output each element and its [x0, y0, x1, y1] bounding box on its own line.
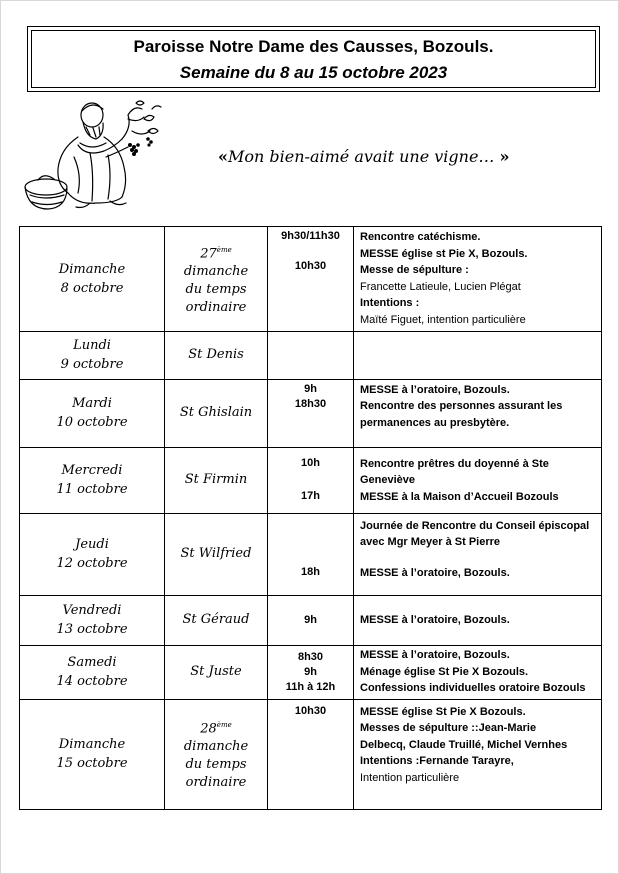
- saint-cell: [165, 379, 268, 447]
- events-cell: [354, 447, 602, 513]
- event-line: Rencontre des personnes assurant les: [360, 400, 563, 413]
- time-entry: 9h: [304, 613, 317, 626]
- saint-line: du temps: [185, 757, 247, 773]
- table-row: [20, 645, 602, 699]
- event-line: avec Mgr Meyer à St Pierre: [360, 536, 501, 549]
- time-entry: 11h à 12h: [285, 680, 336, 693]
- event-line: MESSE à l’oratoire, Bozouls.: [360, 649, 510, 662]
- times-cell: [268, 699, 354, 809]
- time-entry: 8h30: [297, 650, 324, 663]
- day-date: 14 octobre: [56, 674, 128, 690]
- header-box: [27, 26, 600, 92]
- day-name: Dimanche: [58, 737, 126, 753]
- quote-close-mark: »: [499, 147, 510, 166]
- times-cell: [268, 447, 354, 513]
- event-line: Geneviève: [360, 474, 416, 487]
- day-date: 8 octobre: [60, 280, 124, 296]
- quote-open-mark: «: [218, 147, 228, 166]
- event-line: Journée de Rencontre du Conseil épiscopal: [360, 519, 590, 532]
- day-date: 9 octobre: [60, 357, 124, 373]
- time-entry: 9h30/11h30: [281, 230, 340, 242]
- times-cell: [268, 513, 354, 595]
- day-cell: [20, 227, 165, 332]
- saint-name: St Ghislain: [179, 405, 253, 421]
- day-cell: [20, 699, 165, 809]
- day-cell: [20, 447, 165, 513]
- quote-text: Mon bien-aimé avait une vigne…: [228, 147, 495, 166]
- events-cell: [354, 331, 602, 379]
- times-cell: [268, 379, 354, 447]
- time-entry: 10h30: [294, 260, 327, 272]
- events-cell: [354, 699, 602, 809]
- saint-name: St Firmin: [184, 472, 248, 488]
- day-name: Mardi: [72, 396, 112, 412]
- day-cell: [20, 379, 165, 447]
- time-entry: 9h: [304, 382, 317, 395]
- day-cell: [20, 645, 165, 699]
- saint-line: dimanche: [183, 263, 249, 279]
- event-line: Delbecq, Claude Truillé, Michel Vernhes: [360, 738, 568, 751]
- events-cell: [354, 379, 602, 447]
- day-cell: [20, 513, 165, 595]
- time-entry: 18h: [301, 565, 320, 578]
- saint-name: St Wilfried: [180, 546, 252, 562]
- event-line: Francette Latieule, Lucien Plégat: [360, 280, 521, 293]
- table-row: [20, 379, 602, 447]
- times-cell: [268, 331, 354, 379]
- events-cell: [354, 513, 602, 595]
- event-line: MESSE église st Pie X, Bozouls.: [360, 247, 528, 260]
- day-name: Jeudi: [75, 537, 109, 553]
- time-entry: 17h: [301, 489, 320, 502]
- day-name: Vendredi: [62, 603, 122, 619]
- times-cell: [268, 595, 354, 645]
- day-name: Samedi: [67, 655, 117, 671]
- time-entry: 10h: [301, 456, 320, 469]
- event-line: Rencontre catéchisme.: [360, 231, 481, 243]
- day-date: 11 octobre: [56, 482, 128, 498]
- sunday-number: 27ème: [200, 245, 232, 261]
- event-line: Messe de sépulture :: [360, 264, 469, 277]
- saint-cell: [165, 447, 268, 513]
- time-entry: 18h30: [294, 397, 327, 410]
- events-cell: [354, 645, 602, 699]
- saint-name: St Denis: [188, 347, 244, 363]
- time-entry: 9h: [304, 665, 317, 678]
- saint-cell: [165, 331, 268, 379]
- day-name: Mercredi: [61, 463, 123, 479]
- event-line: MESSE église St Pie X Bozouls.: [360, 705, 526, 718]
- event-line: Intentions :: [360, 297, 420, 310]
- table-row: [20, 331, 602, 379]
- event-line: MESSE à la Maison d’Accueil Bozouls: [360, 490, 559, 503]
- page-title: Paroisse Notre Dame des Causses, Bozouls.: [133, 37, 494, 56]
- saint-line: ordinaire: [185, 299, 247, 315]
- event-line: Intention particulière: [360, 771, 460, 784]
- events-cell: [354, 595, 602, 645]
- event-line: permanences au presbytère.: [360, 416, 510, 429]
- event-line: MESSE à l’oratoire, Bozouls.: [360, 566, 510, 579]
- table-row: [20, 513, 602, 595]
- event-line: Messes de sépulture ::Jean-Marie: [360, 722, 537, 735]
- event-line: MESSE à l’oratoire, Bozouls.: [360, 383, 510, 396]
- vine-grower-illustration: [20, 97, 165, 217]
- events-cell: [354, 227, 602, 332]
- day-date: 10 octobre: [56, 415, 128, 431]
- saint-name: St Juste: [190, 664, 242, 680]
- day-date: 13 octobre: [56, 622, 128, 638]
- schedule-table: [19, 226, 602, 810]
- page-subtitle: Semaine du 8 au 15 octobre 2023: [179, 63, 448, 82]
- day-name: Lundi: [73, 338, 111, 354]
- time-entry: 10h30: [294, 704, 327, 717]
- day-date: 12 octobre: [56, 556, 128, 572]
- saint-line: dimanche: [183, 739, 249, 755]
- saint-cell: [165, 595, 268, 645]
- saint-cell: [165, 513, 268, 595]
- day-date: 15 octobre: [56, 756, 128, 772]
- event-line: MESSE à l’oratoire, Bozouls.: [360, 613, 510, 626]
- saint-line: ordinaire: [185, 775, 247, 791]
- event-line: Rencontre prêtres du doyenné à Ste: [360, 457, 549, 470]
- event-line: Intentions :Fernande Tarayre,: [360, 755, 514, 768]
- saint-line: du temps: [185, 281, 247, 297]
- saint-name: St Géraud: [182, 612, 250, 628]
- saint-cell: [165, 645, 268, 699]
- table-row: [20, 699, 602, 809]
- event-line: Ménage église St Pie X Bozouls.: [360, 665, 529, 678]
- event-line: Confessions individuelles oratoire Bozouls: [360, 682, 586, 695]
- day-cell: [20, 595, 165, 645]
- table-row: [20, 595, 602, 645]
- quote: [218, 147, 510, 166]
- event-line: Maïté Figuet, intention particulière: [360, 313, 526, 326]
- table-row: [20, 227, 602, 332]
- times-cell: [268, 645, 354, 699]
- sunday-number: 28ème: [200, 720, 232, 737]
- day-name: Dimanche: [58, 261, 126, 277]
- times-cell: [268, 227, 354, 332]
- day-cell: [20, 331, 165, 379]
- table-row: [20, 447, 602, 513]
- saint-cell: [165, 227, 268, 332]
- saint-cell: [165, 699, 268, 809]
